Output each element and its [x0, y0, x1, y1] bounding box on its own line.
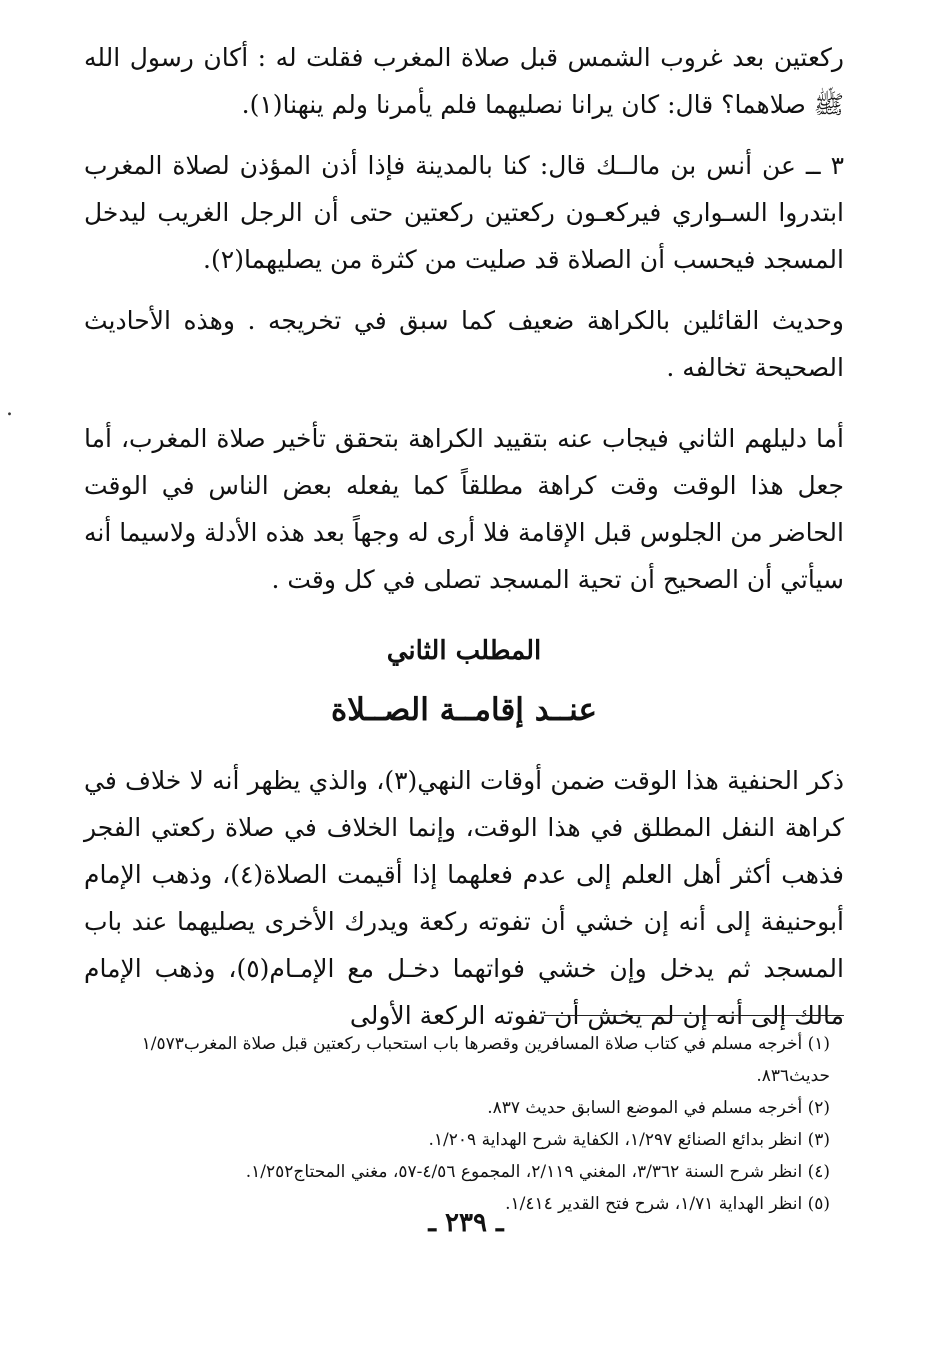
footnote-1: (١) أخرجه مسلم في كتاب صلاة المسافرين وقصرها باب استحباب ركعتين قبل صلاة المغرب١/٥٧٣ حديث٨٣٦.	[141, 1034, 830, 1086]
footnote-divider	[544, 1015, 844, 1016]
paragraph-second-evidence: أما دليلهم الثاني فيجاب عنه بتقييد الكراهة بتحقق تأخير صلاة المغرب، أما جعل هذا الوقت وقت كراهة مطلقاً كما يفعله بعض الناس في الوقت الحاضر من الجلوس قبل الإقامة فلا أرى له وجهاً بعد هذه الأدلة ولاسيما أنه سيأتي أن الصحيح أن تحية المسجد تصلى في كل وقت .	[84, 424, 844, 594]
paragraph-iqama: ذكر الحنفية هذا الوقت ضمن أوقات النهي(٣)، والذي يظهر أنه لا خلاف في كراهة النفل المطلق في هذا الوقت، وإنما الخلاف في صلاة ركعتي الفجر فذهب أكثر أهل العلم إلى عدم فعلهما إذا أقيمت الصلاة(٤)، وذهب الإمام أبوحنيفة إلى أنه إن خشي أن تفوته ركعة ويدرك الأخرى يصليهما عند باب المسجد ثم يدخل وإن خشي فواتهما دخـل مع الإمـام(٥)، وذهب الإمام مالك إلى أنه إن لم يخش أن تفوته الركعة الأولى	[84, 766, 845, 1030]
stray-mark: .	[6, 396, 13, 421]
paragraph-weak-hadith: وحديث القائلين بالكراهة ضعيف كما سبق في تخريجه . وهذه الأحاديث الصحيحة تخالفه .	[84, 306, 844, 382]
paragraph-hadith-3: ٣ ــ عن أنس بن مالــك قال: كنا بالمدينة فإذا أذن المؤذن لصلاة المغرب ابتدروا السـواري فيركعـون ركعتين ركعتين حتى أن الرجل الغريب ليدخل المسجد فيحسب أن الصلاة قد صليت من كثرة من يصليهما(٢).	[84, 151, 844, 274]
section-title: عنــد إقامــة الصــلاة	[331, 692, 597, 728]
page-body	[84, 28, 844, 1328]
footnotes	[74, 1028, 844, 1220]
footnote-5: (٥) انظر الهداية ١/٧١، شرح فتح القدير ١/٤١٤.	[505, 1194, 830, 1214]
footnote-3: (٣) انظر بدائع الصنائع ١/٢٩٧، الكفاية شرح الهداية ١/٢٠٩.	[428, 1130, 830, 1150]
section-subtitle: المطلب الثاني	[386, 636, 542, 666]
footnote-4: (٤) انظر شرح السنة ٣/٣٦٢، المغني ٢/١١٩، المجموع ٤/٥٦-٥٧، مغني المحتاج١/٢٥٢.	[245, 1162, 830, 1182]
footnote-2: (٢) أخرجه مسلم في الموضع السابق حديث ٨٣٧.	[487, 1098, 830, 1118]
paragraph-hadith-continuation: ركعتين بعد غروب الشمس قبل صلاة المغرب فقلت له : أكان رسول الله ﷺ صلاهما؟ قال: كان يرانا نصليهما فلم يأمرنا ولم ينهنا(١).	[84, 43, 844, 119]
page-number: ـ ٢٣٩ ـ	[428, 1208, 504, 1238]
